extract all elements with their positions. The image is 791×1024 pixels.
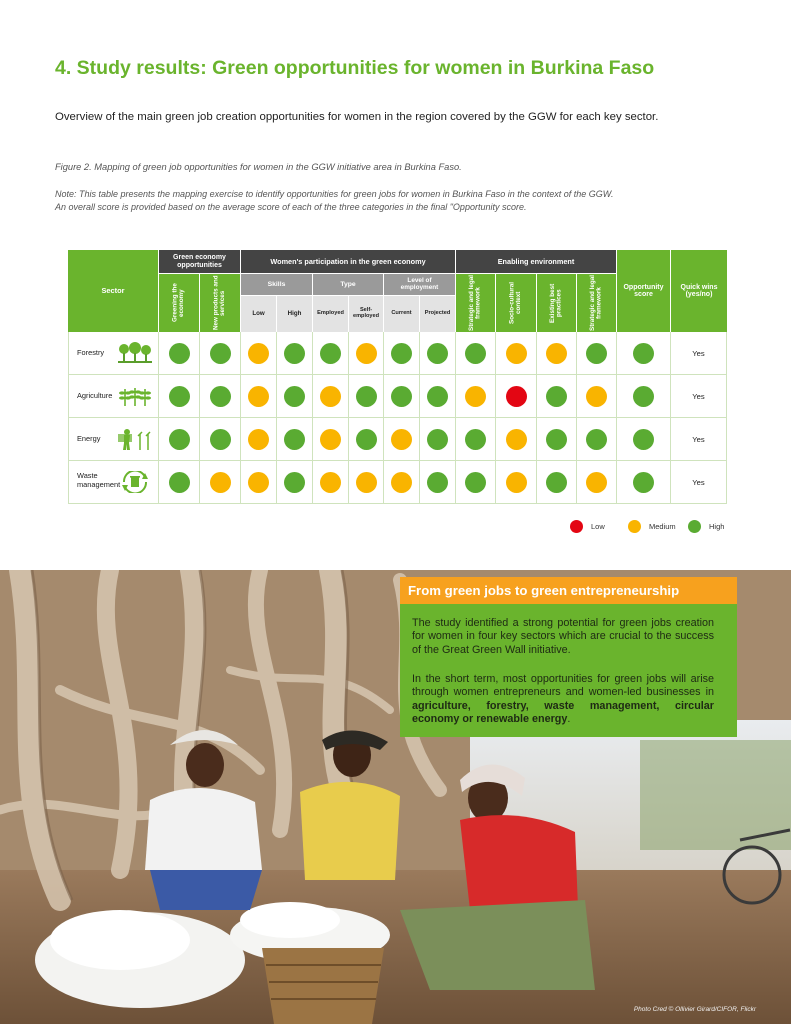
score-cell [577, 418, 617, 461]
score-dot-high [169, 386, 190, 407]
score-dot-medium [248, 472, 269, 493]
sociocultural-column-header [496, 274, 536, 332]
score-cell [159, 375, 200, 418]
score-cell [241, 375, 277, 418]
score-cell [200, 418, 241, 461]
score-cell [313, 418, 349, 461]
score-cell [384, 375, 420, 418]
figure-caption [55, 162, 462, 172]
page-title: 4. Study results: Green opportunities for women in Burkina Faso [55, 57, 655, 79]
legend-low-label: Low [591, 521, 605, 531]
score-cell [420, 332, 456, 375]
score-dot-medium [506, 472, 527, 493]
figure-note [55, 188, 613, 213]
green-economy-header: Green economy opportunities [159, 250, 240, 273]
score-dot-medium [248, 429, 269, 450]
score-dot-medium [248, 343, 269, 364]
score-cell [349, 375, 384, 418]
quick-win-cell [671, 375, 727, 418]
quick-win-value: Yes [692, 391, 705, 401]
score-dot-high [633, 386, 654, 407]
greening-label: Greening the economy [171, 283, 185, 323]
current-header: Current [384, 296, 419, 332]
score-cell [420, 375, 456, 418]
sector-name: Energy [77, 434, 101, 443]
score-dot-high [356, 429, 377, 450]
score-dot-high [546, 386, 567, 407]
greening-column-header [159, 274, 199, 332]
score-cell [496, 332, 537, 375]
score-cell [577, 461, 617, 504]
enabling-environment-header: Enabling environment [456, 250, 616, 273]
quick-win-value: Yes [692, 477, 705, 487]
score-dot-high [391, 386, 412, 407]
score-cell [277, 332, 313, 375]
score-dot-medium [465, 386, 486, 407]
score-cell [313, 332, 349, 375]
self-employed-header: Self-employed [349, 296, 383, 332]
score-dot-high [210, 343, 231, 364]
callout-title: From green jobs to green entrepreneurship [400, 577, 737, 604]
quick-wins-header: Quick wins (yes/no) [671, 250, 727, 332]
score-cell [617, 375, 671, 418]
callout-paragraph-2-end: . [567, 713, 571, 726]
score-dot-high [284, 429, 305, 450]
legend-high-dot [688, 520, 701, 533]
score-dot-medium [506, 343, 527, 364]
score-dot-high [546, 472, 567, 493]
score-cell [456, 375, 496, 418]
level-subheader: Level of employment [384, 274, 455, 295]
sector-name: Agriculture [77, 391, 113, 400]
score-cell [617, 332, 671, 375]
score-dot-medium [320, 386, 341, 407]
score-dot-high [586, 429, 607, 450]
score-cell [349, 461, 384, 504]
score-dot-high [427, 472, 448, 493]
score-dot-medium [248, 386, 269, 407]
new-products-label: New products and services [212, 275, 226, 331]
opportunity-score-header: Opportunity score [617, 250, 670, 332]
sector-name: Waste management [77, 471, 121, 489]
score-dot-medium [391, 472, 412, 493]
callout-paragraph-1: The study identified a strong potential for green jobs creation for women in four key sectors which are crucial to the success of the Great Green Wall initiative. [412, 617, 714, 656]
table-row [68, 418, 159, 461]
score-cell [200, 332, 241, 375]
sector-name: Forestry [77, 348, 105, 357]
score-dot-high [169, 343, 190, 364]
high-skills-header: High [277, 296, 312, 332]
score-dot-high [427, 386, 448, 407]
score-cell [456, 461, 496, 504]
score-cell [384, 332, 420, 375]
score-dot-high [633, 429, 654, 450]
score-cell [241, 418, 277, 461]
score-cell [577, 332, 617, 375]
score-cell [496, 375, 537, 418]
score-dot-medium [320, 429, 341, 450]
legend-medium-dot [628, 520, 641, 533]
legend-medium-label: Medium [649, 521, 676, 531]
score-cell [537, 461, 577, 504]
sociocultural-label: Socio-cultural context [508, 282, 522, 324]
score-dot-high [633, 472, 654, 493]
participation-header: Women's participation in the green economy [241, 250, 455, 273]
score-cell [537, 375, 577, 418]
score-dot-high [169, 472, 190, 493]
score-cell [313, 375, 349, 418]
photo-credit: Photo Cred © Ollivier Girard/CIFOR, Flickr [633, 1006, 756, 1013]
figure-label: Figure 2. [55, 162, 92, 172]
score-dot-high [169, 429, 190, 450]
score-cell [277, 375, 313, 418]
score-cell [241, 332, 277, 375]
score-dot-high [427, 429, 448, 450]
figure-note-line-1: Note: This table presents the mapping exercise to identify opportunities for green jobs for women in Burkina Faso in the context of the GGW. [55, 189, 614, 199]
type-subheader: Type [313, 274, 383, 295]
score-dot-medium [586, 386, 607, 407]
score-cell [159, 332, 200, 375]
employed-header: Employed [313, 296, 348, 332]
intro-text: Overview of the main green job creation opportunities for women in the region covered by the GGW for each key sector. [55, 111, 659, 123]
score-cell [617, 418, 671, 461]
score-dot-medium [391, 429, 412, 450]
score-cell [313, 461, 349, 504]
score-cell [420, 418, 456, 461]
score-dot-low [506, 386, 527, 407]
legend-low [570, 519, 605, 533]
score-dot-high [586, 343, 607, 364]
quick-win-value: Yes [692, 348, 705, 358]
score-cell [159, 418, 200, 461]
score-cell [496, 461, 537, 504]
score-dot-high [427, 343, 448, 364]
score-cell [617, 461, 671, 504]
score-dot-high [320, 343, 341, 364]
score-cell [537, 418, 577, 461]
callout-paragraph-2 [412, 673, 714, 727]
sector-header: Sector [68, 250, 158, 332]
score-cell [537, 332, 577, 375]
score-cell [384, 461, 420, 504]
score-cell [241, 461, 277, 504]
quick-win-cell [671, 332, 727, 375]
score-dot-medium [356, 472, 377, 493]
score-dot-medium [356, 343, 377, 364]
score-dot-medium [320, 472, 341, 493]
score-dot-high [633, 343, 654, 364]
legal-framework-column-header [577, 274, 616, 332]
callout-paragraph-2-start: In the short term, most opportunities for green jobs will arise through women entrepreneurs and women-led businesses in [412, 673, 714, 699]
score-dot-high [284, 386, 305, 407]
score-cell [200, 461, 241, 504]
score-cell [456, 332, 496, 375]
score-dot-high [465, 343, 486, 364]
score-cell [456, 418, 496, 461]
legal-framework-label: Strategic and legal framework [589, 275, 603, 331]
score-dot-high [465, 429, 486, 450]
table-row [68, 461, 159, 504]
score-dot-high [210, 429, 231, 450]
score-cell [277, 418, 313, 461]
projected-header: Projected [420, 296, 455, 332]
crops-icon [118, 385, 152, 407]
score-cell [159, 461, 200, 504]
table-row [68, 375, 159, 418]
legend-low-dot [570, 520, 583, 533]
score-cell [577, 375, 617, 418]
best-practices-label: Existing best practices [549, 283, 563, 323]
score-cell [349, 332, 384, 375]
best-practices-column-header [537, 274, 576, 332]
score-dot-high [210, 386, 231, 407]
legend-high-label: High [709, 521, 725, 531]
callout-box [400, 577, 737, 737]
callout-paragraph-2-bold: agriculture, forestry, waste management, circular economy or renewable energy [412, 699, 714, 726]
score-dot-high [284, 472, 305, 493]
score-dot-high [465, 472, 486, 493]
score-dot-medium [546, 343, 567, 364]
legend-high [688, 519, 724, 533]
quick-win-value: Yes [692, 434, 705, 444]
forest-icon [118, 342, 152, 364]
score-dot-medium [210, 472, 231, 493]
new-products-column-header [200, 274, 240, 332]
score-dot-high [546, 429, 567, 450]
score-dot-high [284, 343, 305, 364]
quick-win-cell [671, 461, 727, 504]
score-cell [349, 418, 384, 461]
figure-note-line-2: An overall score is provided based on the average score of each of the three categories in the final "Opportunity score. [55, 201, 527, 212]
score-cell [420, 461, 456, 504]
opportunity-table [68, 250, 727, 504]
score-dot-medium [586, 472, 607, 493]
score-cell [277, 461, 313, 504]
energy-icon [118, 428, 152, 450]
strategic-framework-label: Strategic and legal framework [468, 275, 482, 331]
strategic-framework-column-header [456, 274, 495, 332]
recycle-icon [118, 471, 152, 493]
score-dot-medium [506, 429, 527, 450]
score-dot-high [356, 386, 377, 407]
skills-subheader: Skills [241, 274, 312, 295]
legend-medium [628, 519, 676, 533]
figure-caption-text: Mapping of green job opportunities for women in the GGW initiative area in Burkina Faso. [94, 162, 462, 172]
score-cell [496, 418, 537, 461]
score-cell [200, 375, 241, 418]
score-cell [384, 418, 420, 461]
quick-win-cell [671, 418, 727, 461]
score-dot-high [391, 343, 412, 364]
table-row [68, 332, 159, 375]
low-skills-header: Low [241, 296, 276, 332]
